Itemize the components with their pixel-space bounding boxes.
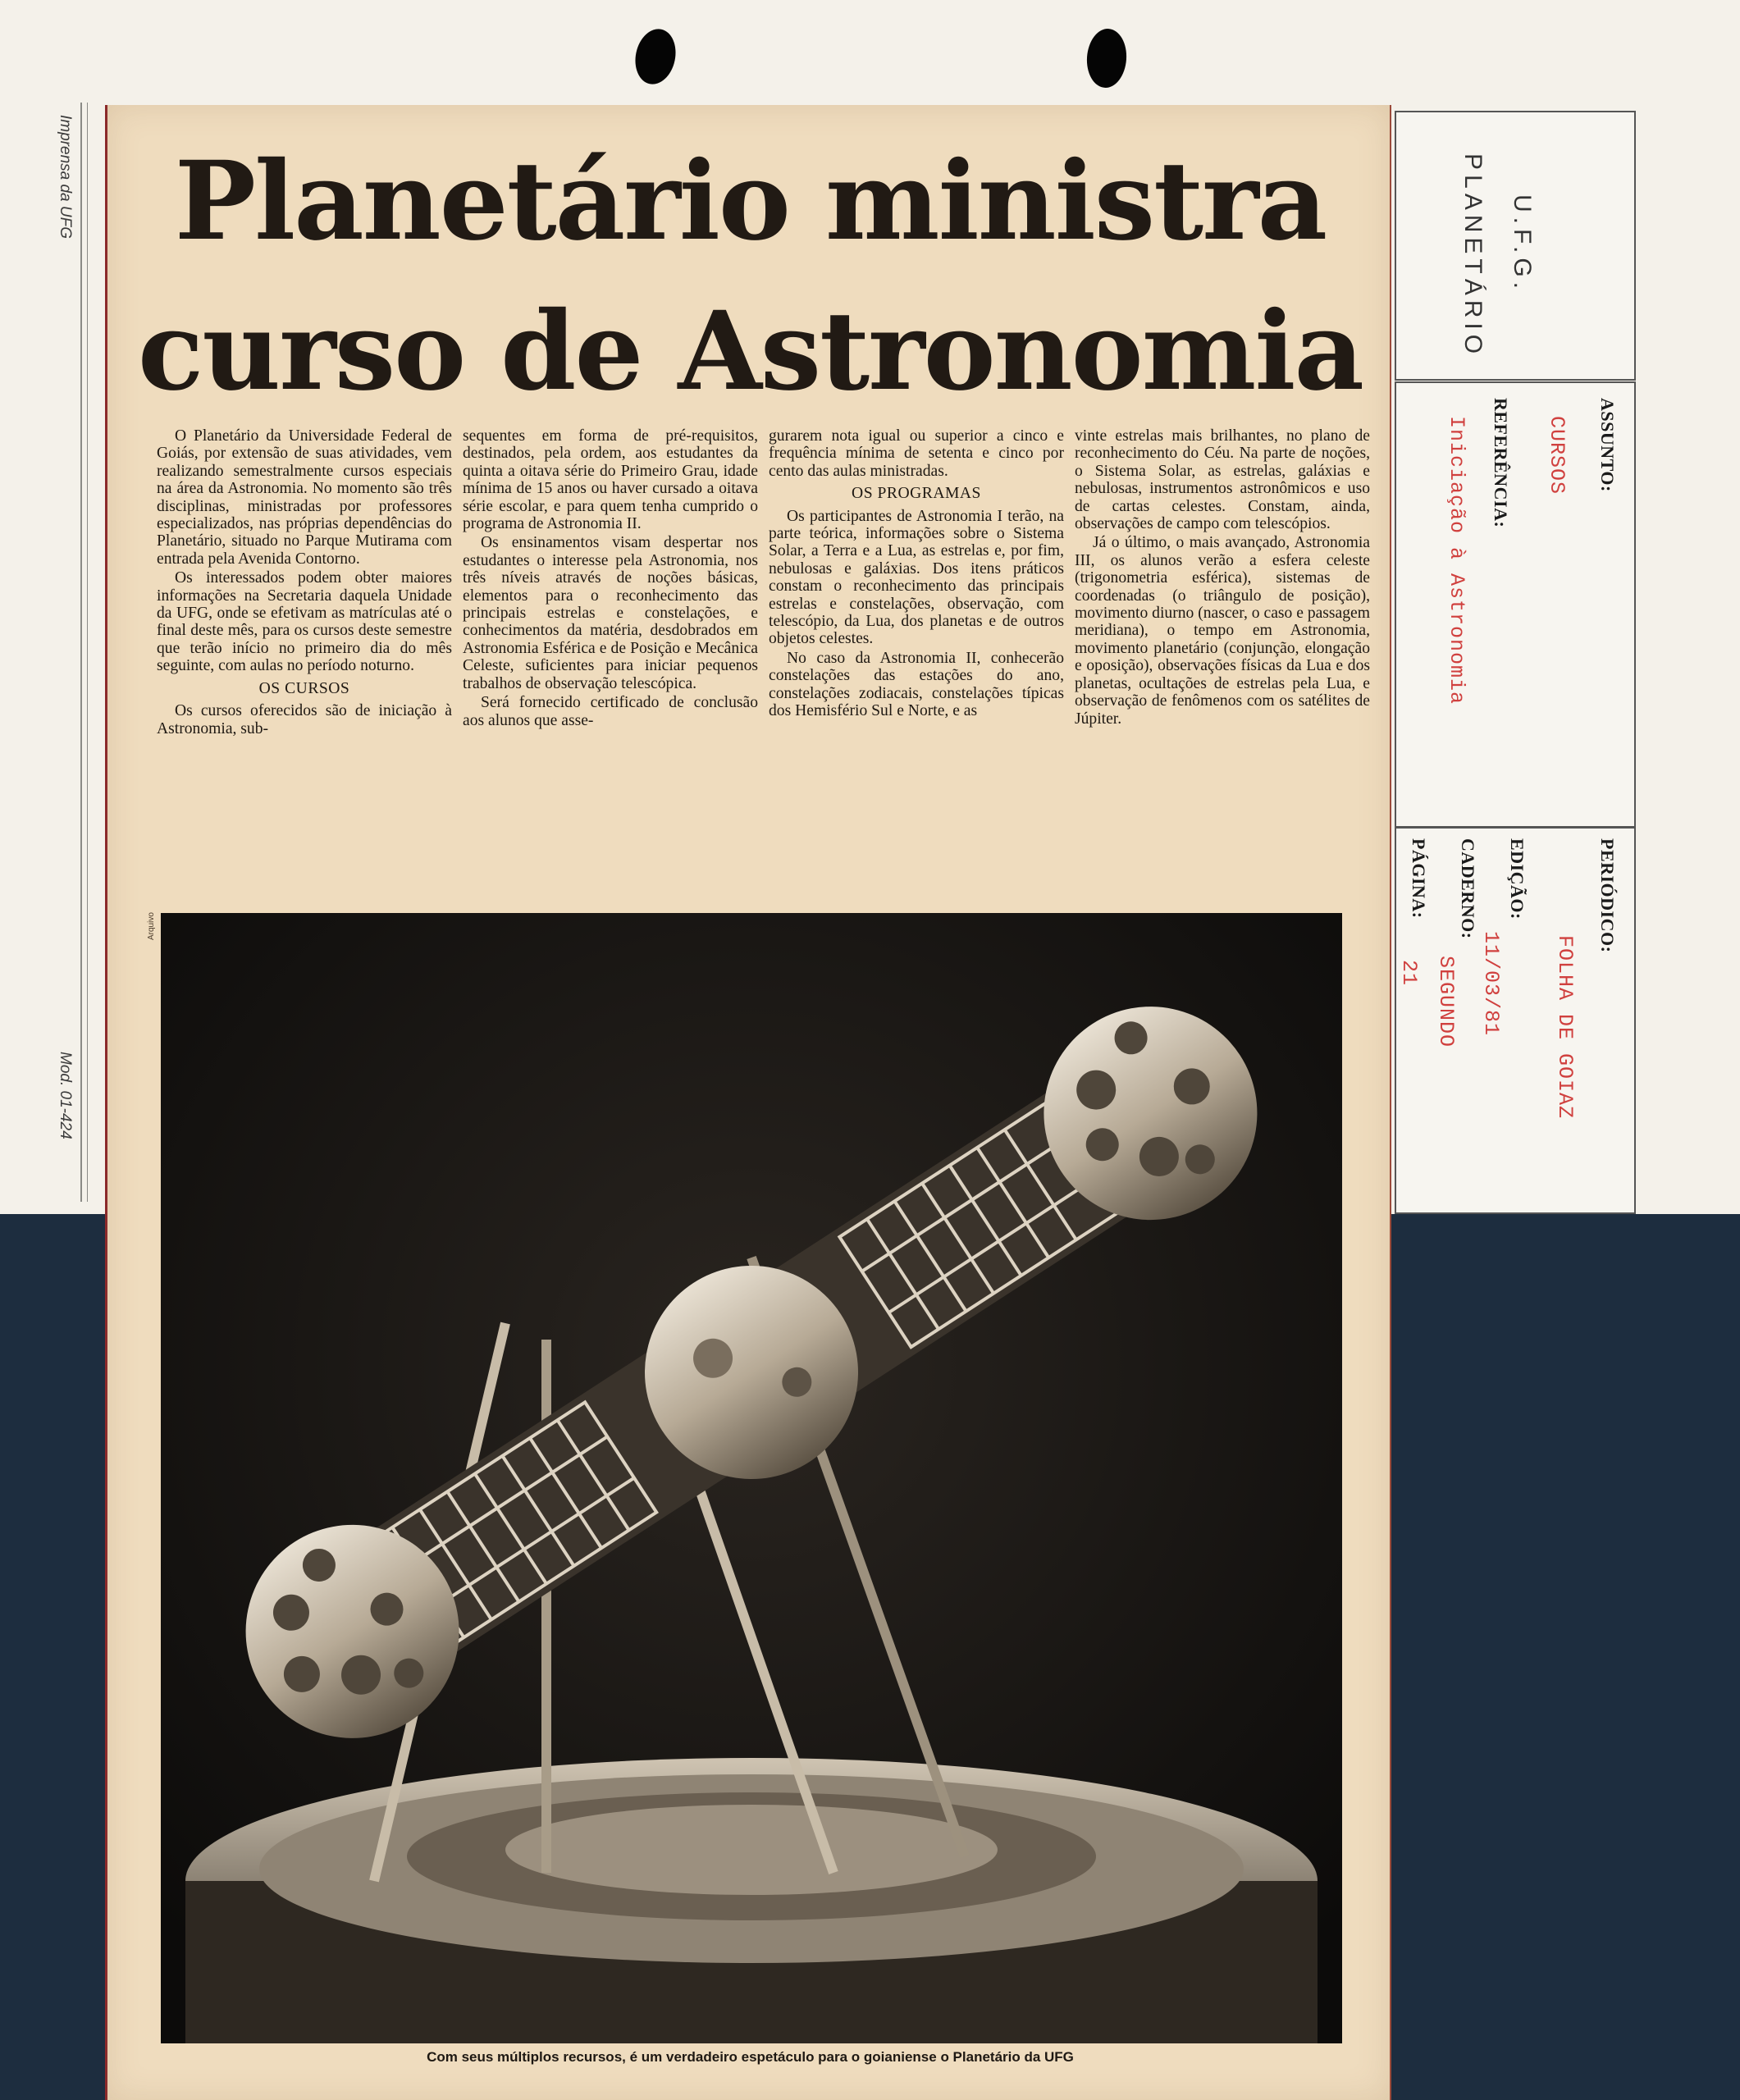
article-column-1 [157,427,452,739]
photo-caption: Com seus múltiplos recursos, é um verdadeiro espetáculo para o goianiense o Planetário da UFG [427,2049,1074,2065]
paragraph: Já o último, o mais avançado, Astronomia III, os alunos verão a esfera celeste (trigonometria esférica), sistemas de coordenadas (o triângulo de posição), movimento diurno (nascer, o caso e passagem meridiana), o tempo em Astronomia, movimento planetário (conjunção, elongação e oposição), observações físicas da Lua e dos planetas, ocultações de estrelas pela Lua, e observação de fenômenos com os satélites de Júpiter. [1075,534,1370,728]
planetarium-projector-photo [161,913,1342,2043]
periodico-value: FOLHA DE GOIAZ [1553,935,1577,1120]
headline-line-2: curso de Astronomia [137,288,1363,415]
assunto-value: CURSOS [1545,416,1569,495]
paragraph: vinte estrelas mais brilhantes, no plano de reconhecimento do Céu. Na parte de noções, o Sistema Solar, as estrelas, galáxias e nebulosas, instrumentos astronômicos e uso de cartas celestes. Constam, ainda, observações de campo com telescópios. [1075,427,1370,533]
paragraph: gurarem nota igual ou superior a cinco e frequência mínima de setenta e cinco por cento das aulas ministradas. [769,427,1064,480]
paragraph: Será fornecido certificado de conclusão aos alunos que asse- [463,694,758,729]
card-department: PLANETÁRIO [1459,153,1487,359]
newspaper-clipping [105,105,1391,2100]
margin-rule [87,103,88,1202]
punch-hole [1085,27,1129,89]
paragraph: Os cursos oferecidos são de iniciação à Astronomia, sub- [157,702,452,737]
punch-hole [630,25,680,88]
paragraph: Os interessados podem obter maiores informações na Secretaria daquela Unidade da UFG, onde se efetivam as matrículas até o final deste mês, para os cursos deste semestre que terão início no primeiro dia do mês seguinte, com aulas no período noturno. [157,569,452,675]
sheet-form-number: Mod. 01-424 [57,1052,74,1139]
assunto-label: ASSUNTO: [1597,398,1618,492]
article-column-2 [463,427,758,731]
pagina-value: 21 [1397,960,1421,987]
paragraph: No caso da Astronomia II, conhecerão constelações das estações do ano, constelações zodiacais, constelações típicas dos Hemisfério Sul e Norte, e as [769,649,1064,720]
index-card-publication [1395,827,1636,1214]
margin-rule [80,103,82,1202]
edicao-label: EDIÇÃO: [1507,838,1528,920]
index-card-header [1395,111,1636,381]
paragraph: Os ensinamentos visam despertar nos estudantes o interesse pela Astronomia, nos três níveis através de noções básicas, elementos para o reconhecimento das principais estrelas e constelações, e conhecimentos da matéria, desdobrados em Astronomia Esférica e de Posição e Mecânica Celeste, suficientes para iniciar pequenos trabalhos de observação telescópica. [463,534,758,692]
index-card-subject [1395,381,1636,828]
caderno-value: SEGUNDO [1434,956,1458,1048]
subheading-cursos: OS CURSOS [258,679,350,697]
article-column-4 [1075,427,1370,729]
subheading-programas: OS PROGRAMAS [852,485,981,503]
referencia-value: Iniciação à Astronomia [1445,416,1468,705]
article-column-3 [769,427,1064,722]
sheet-publisher-label: Imprensa da UFG [57,115,74,239]
card-org: U.F.G. [1509,194,1536,294]
paragraph: Os participantes de Astronomia I terão, na parte teórica, informações sobre o Sistema Solar, a Terra e a Lua, as estrelas e, por fim, nebulosas e galáxias. Dos itens práticos constam o reconhecimento das principais estrelas e constelações, observação, com telescópio, da Lua, dos planetas e de outros objetos celestes. [769,507,1064,648]
edicao-value: 11/03/81 [1479,931,1503,1037]
paragraph: O Planetário da Universidade Federal de Goiás, por extensão de suas atividades, vem realizando semestralmente cursos especiais na área da Astronomia. No momento são três disciplinas, ministradas por professores especializados, nas próprias dependências do Planetário, situado no Parque Mutirama com entrada pela Avenida Contorno. [157,427,452,568]
periodico-label: PERIÓDICO: [1597,838,1618,953]
projector-illustration [161,913,1342,2043]
photo-credit: Arquivo [147,912,156,940]
paragraph: sequentes em forma de pré-requisitos, destinados, pela ordem, aos estudantes da quinta a oitava série do Primeiro Grau, idade mínima de 15 anos ou haver cursado a oitava série escolar, e para quem tenha cumprido o programa de Astronomia II. [463,427,758,533]
headline-line-1: Planetário ministra [174,138,1327,265]
caderno-label: CADERNO: [1458,838,1478,939]
pagina-label: PÁGINA: [1409,838,1429,919]
referencia-label: REFERÊNCIA: [1491,398,1511,528]
